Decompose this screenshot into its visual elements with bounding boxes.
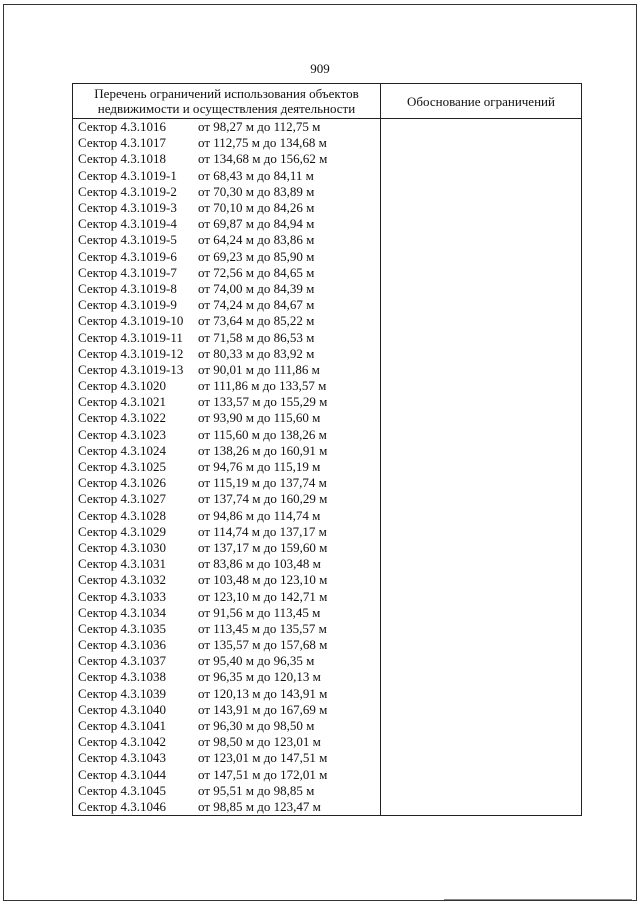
height-range: от 113,45 м до 135,57 м xyxy=(198,620,327,636)
justification-cell xyxy=(381,540,582,556)
justification-cell xyxy=(381,686,582,702)
justification-cell xyxy=(381,508,582,524)
restriction-cell xyxy=(73,313,381,329)
height-range: от 133,57 м до 155,29 м xyxy=(198,394,328,410)
sector-label: Сектор 4.3.1028 xyxy=(78,507,167,523)
table-row xyxy=(73,427,582,443)
restriction-cell xyxy=(73,459,381,475)
table-row xyxy=(73,378,582,394)
table-row xyxy=(73,572,582,588)
restriction-cell xyxy=(73,346,381,362)
table-row xyxy=(73,702,582,718)
table-row xyxy=(73,637,582,653)
sector-label: Сектор 4.3.1018 xyxy=(78,151,167,167)
table-row xyxy=(73,216,582,232)
sector-label: Сектор 4.3.1019-5 xyxy=(78,232,177,248)
justification-cell xyxy=(381,718,582,734)
sector-label: Сектор 4.3.1024 xyxy=(78,442,167,458)
height-range: от 115,19 м до 137,74 м xyxy=(198,475,327,491)
justification-cell xyxy=(381,799,582,816)
restriction-cell xyxy=(73,427,381,443)
table-row xyxy=(73,799,582,816)
sector-label: Сектор 4.3.1017 xyxy=(78,135,167,151)
sector-label: Сектор 4.3.1020 xyxy=(78,378,167,394)
sector-label: Сектор 4.3.1041 xyxy=(78,718,167,734)
restriction-cell xyxy=(73,281,381,297)
justification-cell xyxy=(381,249,582,265)
header-restrictions-list: Перечень ограничений использования объектов недвижимости и осуществления деятельности xyxy=(73,84,381,119)
justification-cell xyxy=(381,281,582,297)
table-row xyxy=(73,168,582,184)
table-row xyxy=(73,443,582,459)
height-range: от 95,40 м до 96,35 м xyxy=(198,653,315,669)
restriction-cell xyxy=(73,767,381,783)
restriction-cell xyxy=(73,151,381,167)
table-row xyxy=(73,200,582,216)
height-range: от 71,58 м до 86,53 м xyxy=(198,329,315,345)
table-row xyxy=(73,540,582,556)
table-row xyxy=(73,394,582,410)
restriction-cell xyxy=(73,394,381,410)
restriction-cell xyxy=(73,329,381,345)
sector-label: Сектор 4.3.1038 xyxy=(78,669,167,685)
justification-cell xyxy=(381,362,582,378)
height-range: от 94,86 м до 114,74 м xyxy=(198,507,321,523)
restriction-cell xyxy=(73,135,381,151)
height-range: от 123,01 м до 147,51 м xyxy=(198,750,328,766)
table-row xyxy=(73,184,582,200)
justification-cell xyxy=(381,168,582,184)
restriction-cell xyxy=(73,200,381,216)
justification-cell xyxy=(381,329,582,345)
justification-cell xyxy=(381,783,582,799)
sector-label: Сектор 4.3.1039 xyxy=(78,685,167,701)
justification-cell xyxy=(381,313,582,329)
table-row xyxy=(73,669,582,685)
restriction-cell xyxy=(73,508,381,524)
table-row xyxy=(73,686,582,702)
height-range: от 143,91 м до 167,69 м xyxy=(198,701,328,717)
table-row xyxy=(73,119,582,136)
sector-label: Сектор 4.3.1040 xyxy=(78,701,167,717)
header-justification: Обоснование ограничений xyxy=(381,84,582,119)
scan-line xyxy=(444,899,632,900)
justification-cell xyxy=(381,200,582,216)
height-range: от 137,17 м до 159,60 м xyxy=(198,539,328,555)
justification-cell xyxy=(381,702,582,718)
restriction-cell xyxy=(73,637,381,653)
justification-cell xyxy=(381,184,582,200)
height-range: от 135,57 м до 157,68 м xyxy=(198,637,328,653)
restriction-cell xyxy=(73,572,381,588)
table-row xyxy=(73,783,582,799)
restriction-cell xyxy=(73,783,381,799)
justification-cell xyxy=(381,135,582,151)
height-range: от 70,30 м до 83,89 м xyxy=(198,183,315,199)
restriction-cell xyxy=(73,410,381,426)
justification-cell xyxy=(381,459,582,475)
justification-cell xyxy=(381,669,582,685)
restriction-cell xyxy=(73,524,381,540)
sector-label: Сектор 4.3.1021 xyxy=(78,394,167,410)
restriction-cell xyxy=(73,540,381,556)
sector-label: Сектор 4.3.1019-9 xyxy=(78,297,177,313)
table-row xyxy=(73,605,582,621)
sector-label: Сектор 4.3.1019-13 xyxy=(78,361,184,377)
restriction-cell xyxy=(73,605,381,621)
restriction-cell xyxy=(73,378,381,394)
justification-cell xyxy=(381,734,582,750)
restriction-cell xyxy=(73,475,381,491)
table-row xyxy=(73,734,582,750)
height-range: от 64,24 м до 83,86 м xyxy=(198,232,315,248)
table-row xyxy=(73,135,582,151)
justification-cell xyxy=(381,605,582,621)
height-range: от 147,51 м до 172,01 м xyxy=(198,766,328,782)
table-row xyxy=(73,313,582,329)
justification-cell xyxy=(381,265,582,281)
table-row xyxy=(73,750,582,766)
justification-cell xyxy=(381,378,582,394)
sector-label: Сектор 4.3.1019-7 xyxy=(78,264,177,280)
table-row xyxy=(73,232,582,248)
justification-cell xyxy=(381,427,582,443)
sector-label: Сектор 4.3.1019-11 xyxy=(78,329,183,345)
sector-label: Сектор 4.3.1019-1 xyxy=(78,167,177,183)
justification-cell xyxy=(381,491,582,507)
height-range: от 68,43 м до 84,11 м xyxy=(198,167,314,183)
height-range: от 90,01 м до 111,86 м xyxy=(198,361,320,377)
table-row xyxy=(73,410,582,426)
restriction-cell xyxy=(73,297,381,313)
restriction-cell xyxy=(73,265,381,281)
height-range: от 98,27 м до 112,75 м xyxy=(198,119,321,135)
restriction-cell xyxy=(73,491,381,507)
sector-label: Сектор 4.3.1045 xyxy=(78,782,167,798)
sector-label: Сектор 4.3.1019-12 xyxy=(78,345,184,361)
sector-label: Сектор 4.3.1030 xyxy=(78,539,167,555)
sector-label: Сектор 4.3.1032 xyxy=(78,572,167,588)
sector-label: Сектор 4.3.1043 xyxy=(78,750,167,766)
sector-label: Сектор 4.3.1019-10 xyxy=(78,313,184,329)
sector-label: Сектор 4.3.1034 xyxy=(78,604,167,620)
justification-cell xyxy=(381,410,582,426)
restriction-cell xyxy=(73,168,381,184)
sector-label: Сектор 4.3.1026 xyxy=(78,475,167,491)
sector-label: Сектор 4.3.1019-2 xyxy=(78,183,177,199)
table-body xyxy=(73,119,582,816)
sector-label: Сектор 4.3.1046 xyxy=(78,798,167,814)
height-range: от 74,00 м до 84,39 м xyxy=(198,280,315,296)
height-range: от 69,87 м до 84,94 м xyxy=(198,216,315,232)
justification-cell xyxy=(381,119,582,136)
table-row xyxy=(73,524,582,540)
sector-label: Сектор 4.3.1042 xyxy=(78,734,167,750)
table-header-row xyxy=(73,84,582,119)
page-number: 909 xyxy=(310,61,330,76)
height-range: от 74,24 м до 84,67 м xyxy=(198,297,315,313)
height-range: от 98,85 м до 123,47 м xyxy=(198,798,321,814)
justification-cell xyxy=(381,556,582,572)
restriction-cell xyxy=(73,621,381,637)
justification-cell xyxy=(381,151,582,167)
restriction-cell xyxy=(73,184,381,200)
justification-cell xyxy=(381,443,582,459)
restriction-cell xyxy=(73,669,381,685)
sector-label: Сектор 4.3.1023 xyxy=(78,426,167,442)
restriction-cell xyxy=(73,232,381,248)
table-row xyxy=(73,621,582,637)
table-row xyxy=(73,281,582,297)
height-range: от 96,30 м до 98,50 м xyxy=(198,718,315,734)
height-range: от 114,74 м до 137,17 м xyxy=(198,523,327,539)
restriction-cell xyxy=(73,653,381,669)
table-row xyxy=(73,653,582,669)
justification-cell xyxy=(381,232,582,248)
restriction-cell xyxy=(73,588,381,604)
table-row xyxy=(73,249,582,265)
justification-cell xyxy=(381,475,582,491)
sector-label: Сектор 4.3.1019-6 xyxy=(78,248,177,264)
justification-cell xyxy=(381,216,582,232)
sector-label: Сектор 4.3.1037 xyxy=(78,653,167,669)
sector-label: Сектор 4.3.1029 xyxy=(78,523,167,539)
height-range: от 91,56 м до 113,45 м xyxy=(198,604,321,620)
restriction-cell xyxy=(73,734,381,750)
justification-cell xyxy=(381,588,582,604)
sector-label: Сектор 4.3.1033 xyxy=(78,588,167,604)
height-range: от 123,10 м до 142,71 м xyxy=(198,588,328,604)
table-row xyxy=(73,151,582,167)
sector-label: Сектор 4.3.1019-4 xyxy=(78,216,177,232)
height-range: от 96,35 м до 120,13 м xyxy=(198,669,321,685)
table-row xyxy=(73,491,582,507)
restriction-cell xyxy=(73,750,381,766)
height-range: от 95,51 м до 98,85 м xyxy=(198,782,315,798)
restriction-cell xyxy=(73,362,381,378)
height-range: от 83,86 м до 103,48 м xyxy=(198,556,321,572)
height-range: от 72,56 м до 84,65 м xyxy=(198,264,315,280)
height-range: от 80,33 м до 83,92 м xyxy=(198,345,315,361)
table-row xyxy=(73,459,582,475)
restriction-cell xyxy=(73,249,381,265)
table-row xyxy=(73,265,582,281)
justification-cell xyxy=(381,750,582,766)
justification-cell xyxy=(381,297,582,313)
restriction-cell xyxy=(73,556,381,572)
height-range: от 93,90 м до 115,60 м xyxy=(198,410,321,426)
justification-cell xyxy=(381,572,582,588)
table-row xyxy=(73,718,582,734)
justification-cell xyxy=(381,637,582,653)
table-row xyxy=(73,475,582,491)
height-range: от 111,86 м до 133,57 м xyxy=(198,378,327,394)
sector-label: Сектор 4.3.1027 xyxy=(78,491,167,507)
restriction-cell xyxy=(73,119,381,136)
sector-label: Сектор 4.3.1019-3 xyxy=(78,200,177,216)
table-row xyxy=(73,346,582,362)
table-row xyxy=(73,556,582,572)
table-row xyxy=(73,329,582,345)
height-range: от 103,48 м до 123,10 м xyxy=(198,572,328,588)
height-range: от 138,26 м до 160,91 м xyxy=(198,442,328,458)
height-range: от 137,74 м до 160,29 м xyxy=(198,491,328,507)
justification-cell xyxy=(381,767,582,783)
sector-label: Сектор 4.3.1035 xyxy=(78,620,167,636)
restriction-cell xyxy=(73,216,381,232)
justification-cell xyxy=(381,621,582,637)
sector-label: Сектор 4.3.1022 xyxy=(78,410,167,426)
height-range: от 115,60 м до 138,26 м xyxy=(198,426,327,442)
height-range: от 73,64 м до 85,22 м xyxy=(198,313,315,329)
height-range: от 98,50 м до 123,01 м xyxy=(198,734,321,750)
sector-label: Сектор 4.3.1016 xyxy=(78,119,167,135)
height-range: от 134,68 м до 156,62 м xyxy=(198,151,328,167)
sector-label: Сектор 4.3.1025 xyxy=(78,459,167,475)
justification-cell xyxy=(381,653,582,669)
height-range: от 112,75 м до 134,68 м xyxy=(198,135,327,151)
restriction-cell xyxy=(73,443,381,459)
table-row xyxy=(73,362,582,378)
table-row xyxy=(73,508,582,524)
table-row xyxy=(73,297,582,313)
sector-label: Сектор 4.3.1019-8 xyxy=(78,280,177,296)
table-row xyxy=(73,767,582,783)
restriction-cell xyxy=(73,799,381,816)
height-range: от 120,13 м до 143,91 м xyxy=(198,685,328,701)
restriction-cell xyxy=(73,718,381,734)
justification-cell xyxy=(381,346,582,362)
restrictions-table xyxy=(72,83,582,816)
sector-label: Сектор 4.3.1036 xyxy=(78,637,167,653)
sector-label: Сектор 4.3.1044 xyxy=(78,766,167,782)
sector-label: Сектор 4.3.1031 xyxy=(78,556,167,572)
restriction-cell xyxy=(73,686,381,702)
restriction-cell xyxy=(73,702,381,718)
justification-cell xyxy=(381,394,582,410)
height-range: от 70,10 м до 84,26 м xyxy=(198,200,315,216)
table-row xyxy=(73,588,582,604)
height-range: от 94,76 м до 115,19 м xyxy=(198,459,321,475)
height-range: от 69,23 м до 85,90 м xyxy=(198,248,315,264)
justification-cell xyxy=(381,524,582,540)
